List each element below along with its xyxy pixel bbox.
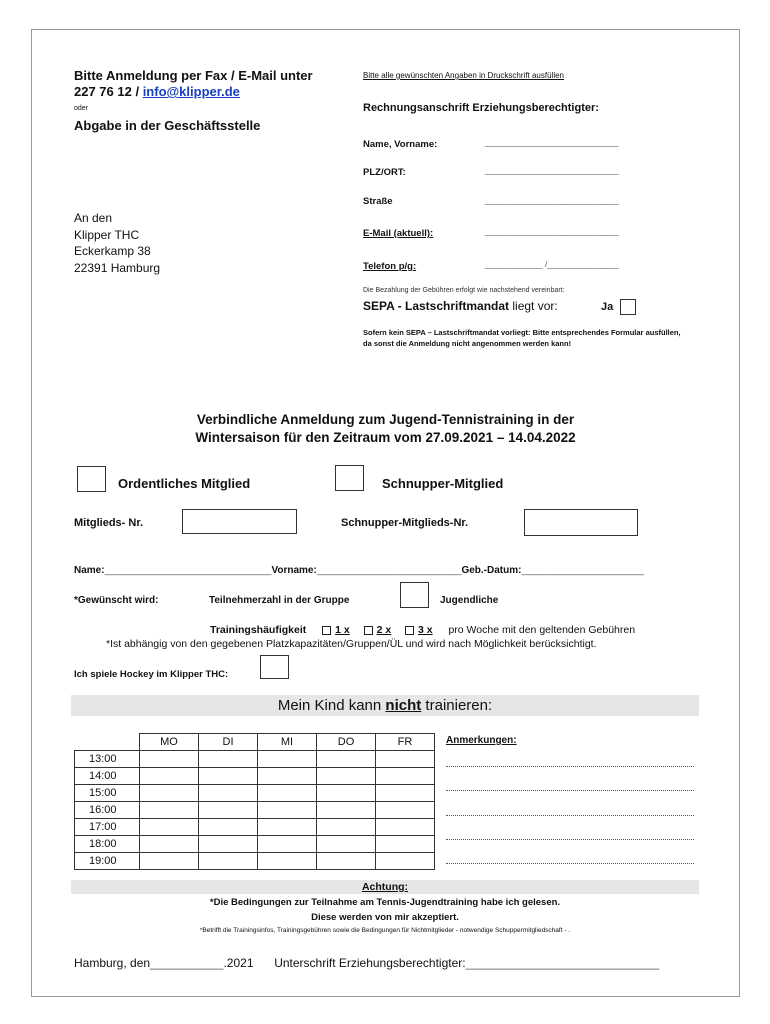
geb-label: Geb.-Datum: — [461, 565, 522, 576]
billing-heading: Rechnungsanschrift Erziehungsberechtigter: — [363, 102, 599, 114]
conditions-small: *Betrifft die Trainingsinfos, Trainingsgebühren sowie die Bedingungen für Nichtmitglieder - notwendige Schuppermitgliedschaft - . — [199, 927, 571, 934]
frequency-line — [210, 624, 635, 636]
child-geb-field[interactable]: ______________________ — [521, 565, 644, 576]
availability-cell[interactable] — [317, 768, 376, 785]
person-line — [74, 565, 644, 576]
availability-cell[interactable] — [258, 819, 317, 836]
name-label: Name, Vorname: — [363, 139, 438, 150]
year-label: .2021 — [223, 956, 254, 970]
pro-woche-text: pro Woche mit den geltenden Gebühren — [448, 624, 636, 636]
telefon-label: Telefon p/g: — [363, 261, 417, 272]
availability-cell[interactable] — [199, 751, 258, 768]
corner-cell — [75, 734, 140, 751]
wish-note: *Ist abhängig von den gegebenen Platzkapazitäten/Gruppen/ÜL und wird nach Möglichkeit berücksichtigt. — [106, 638, 597, 650]
fax-number: 227 76 12 — [74, 84, 132, 99]
name-field[interactable]: ______________________________ — [485, 138, 619, 147]
email-field[interactable]: ______________________________ — [485, 227, 619, 236]
header-contact — [74, 84, 240, 99]
day-header: DI — [199, 734, 258, 751]
availability-cell[interactable] — [199, 802, 258, 819]
availability-cell[interactable] — [140, 802, 199, 819]
hockey-checkbox[interactable] — [260, 655, 289, 679]
teilnehmer-input[interactable] — [400, 582, 429, 608]
remark-line[interactable] — [446, 766, 694, 767]
table-row — [75, 785, 435, 802]
table-row — [75, 819, 435, 836]
address-line: 22391 Hamburg — [74, 260, 161, 275]
availability-cell[interactable] — [140, 819, 199, 836]
sepa-warning: Sofern kein SEPA – Lastschriftmandat vorliegt: Bitte entsprechendes Formular ausfüllen, da sonst die Anmeldung nicht angenommen werden kann! — [363, 328, 681, 348]
remark-line[interactable] — [446, 790, 694, 791]
strasse-field[interactable]: ______________________________ — [485, 196, 619, 205]
plz-ort-field[interactable]: ______________________________ — [485, 166, 619, 175]
time-cell: 17:00 — [75, 819, 140, 836]
table-row — [75, 768, 435, 785]
sepa-ja-label: Ja — [601, 301, 614, 313]
remark-line[interactable] — [446, 815, 694, 816]
schedule-title — [71, 697, 699, 714]
availability-cell[interactable] — [376, 768, 435, 785]
remark-line[interactable] — [446, 863, 694, 864]
wish-label: *Gewünscht wird: — [74, 595, 159, 606]
availability-cell[interactable] — [376, 751, 435, 768]
schedule-title-bold: nicht — [385, 697, 422, 714]
signature-line — [74, 956, 659, 970]
table-row — [75, 853, 435, 870]
conditions-line2: Diese werden von mir akzeptiert. — [311, 912, 459, 923]
availability-cell[interactable] — [140, 751, 199, 768]
availability-cell[interactable] — [258, 836, 317, 853]
availability-cell[interactable] — [258, 853, 317, 870]
availability-cell[interactable] — [199, 853, 258, 870]
availability-cell[interactable] — [317, 819, 376, 836]
time-cell: 15:00 — [75, 785, 140, 802]
vorname-label: Vorname: — [271, 565, 317, 576]
signature-label: Unterschrift Erziehungsberechtigter: — [274, 956, 466, 970]
header-line1: Bitte Anmeldung per Fax / E-Mail unter — [74, 68, 313, 83]
billing-instruction: Bitte alle gewünschten Angaben in Druckschrift ausfüllen — [363, 71, 565, 80]
email-label: E-Mail (aktuell): — [363, 228, 434, 239]
remarks-label: Anmerkungen: — [446, 735, 517, 746]
day-header: FR — [376, 734, 435, 751]
availability-table — [74, 733, 435, 870]
date-field[interactable]: ___________ — [150, 956, 224, 970]
address-line: Eckerkamp 38 — [74, 244, 151, 258]
sepa-rest: liegt vor: — [509, 299, 558, 313]
sepa-ja-checkbox[interactable] — [620, 299, 636, 315]
freq-3x-label: 3 x — [418, 624, 433, 636]
availability-cell[interactable] — [140, 836, 199, 853]
schedule-title-pre: Mein Kind kann — [277, 697, 386, 714]
registration-form-page — [31, 29, 740, 997]
sepa-label: SEPA - Lastschriftmandat — [363, 299, 510, 313]
ordentlich-checkbox[interactable] — [77, 466, 106, 492]
table-row — [75, 751, 435, 768]
remark-line[interactable] — [446, 839, 694, 840]
availability-cell[interactable] — [317, 802, 376, 819]
mitglieds-nr-label: Mitglieds- Nr. — [74, 517, 144, 529]
achtung-label: Achtung: — [361, 881, 409, 893]
form-title-line1: Verbindliche Anmeldung zum Jugend-Tennistraining in der — [196, 412, 575, 427]
hockey-label: Ich spiele Hockey im Klipper THC: — [74, 669, 229, 680]
availability-cell[interactable] — [140, 768, 199, 785]
schedule-title-post: trainieren: — [421, 697, 493, 714]
teilnehmer-label: Teilnehmerzahl in der Gruppe — [209, 595, 350, 606]
availability-cell[interactable] — [199, 836, 258, 853]
telefon-field[interactable]: _____________ /________________ — [485, 260, 619, 269]
availability-cell[interactable] — [317, 785, 376, 802]
time-cell: 19:00 — [75, 853, 140, 870]
schnupper-label: Schnupper-Mitglied — [382, 476, 504, 491]
place-label: Hamburg, den — [74, 956, 151, 970]
availability-cell[interactable] — [199, 768, 258, 785]
club-address — [74, 210, 160, 276]
time-cell: 13:00 — [75, 751, 140, 768]
table-header-row — [75, 734, 435, 751]
availability-cell[interactable] — [258, 785, 317, 802]
name-label: Name: — [74, 565, 105, 576]
availability-cell[interactable] — [199, 785, 258, 802]
address-line: Klipper THC — [74, 227, 140, 242]
freq-2x-label: 2 x — [376, 624, 392, 636]
availability-cell[interactable] — [317, 751, 376, 768]
schnupper-nr-input[interactable] — [524, 509, 638, 536]
ordentlich-label: Ordentliches Mitglied — [118, 476, 251, 491]
availability-cell[interactable] — [199, 819, 258, 836]
day-header: DO — [317, 734, 376, 751]
sepa-note: Die Bezahlung der Gebühren erfolgt wie nachstehend vereinbart: — [363, 287, 565, 294]
form-title-line2: Wintersaison für den Zeitraum vom 27.09.2021 – 14.04.2022 — [195, 430, 576, 445]
availability-cell[interactable] — [376, 819, 435, 836]
time-cell: 18:00 — [75, 836, 140, 853]
availability-cell[interactable] — [140, 785, 199, 802]
schnupper-nr-label: Schnupper-Mitglieds-Nr. — [341, 517, 469, 529]
address-line: An den — [74, 211, 113, 225]
freq-3x-checkbox[interactable] — [405, 626, 414, 635]
availability-cell[interactable] — [376, 853, 435, 870]
availability-cell[interactable] — [376, 836, 435, 853]
header-separator: / — [131, 84, 143, 99]
child-name-field[interactable]: ______________________________ — [104, 565, 272, 576]
time-cell: 16:00 — [75, 802, 140, 819]
strasse-label: Straße — [363, 196, 393, 207]
availability-cell[interactable] — [258, 802, 317, 819]
day-header: MI — [258, 734, 317, 751]
freq-1x-label: 1 x — [335, 624, 350, 636]
table-row — [75, 836, 435, 853]
availability-cell[interactable] — [376, 785, 435, 802]
table-row — [75, 802, 435, 819]
child-vorname-field[interactable]: __________________________ — [316, 565, 462, 576]
haeufigkeit-label: Trainingshäufigkeit — [210, 624, 307, 636]
plz-ort-label: PLZ/ORT: — [363, 167, 406, 178]
availability-cell[interactable] — [258, 768, 317, 785]
schnupper-checkbox[interactable] — [335, 465, 364, 491]
availability-cell[interactable] — [258, 751, 317, 768]
availability-cell[interactable] — [317, 836, 376, 853]
header-abgabe: Abgabe in der Geschäftsstelle — [74, 118, 261, 133]
email-link[interactable]: info@klipper.de — [142, 84, 240, 99]
availability-cell[interactable] — [317, 853, 376, 870]
time-cell: 14:00 — [75, 768, 140, 785]
conditions-line1: *Die Bedingungen zur Teilnahme am Tennis-Jugendtraining habe ich gelesen. — [209, 897, 561, 908]
header-oder: oder — [74, 105, 89, 112]
availability-cell[interactable] — [376, 802, 435, 819]
freq-1x-checkbox[interactable] — [322, 626, 331, 635]
day-header: MO — [140, 734, 199, 751]
freq-2x-checkbox[interactable] — [364, 626, 373, 635]
mitglieds-nr-input[interactable] — [182, 509, 297, 534]
availability-cell[interactable] — [140, 853, 199, 870]
signature-field[interactable]: _____________________________ — [465, 956, 660, 970]
sepa-line — [363, 299, 558, 313]
jugendliche-label: Jugendliche — [440, 595, 499, 606]
